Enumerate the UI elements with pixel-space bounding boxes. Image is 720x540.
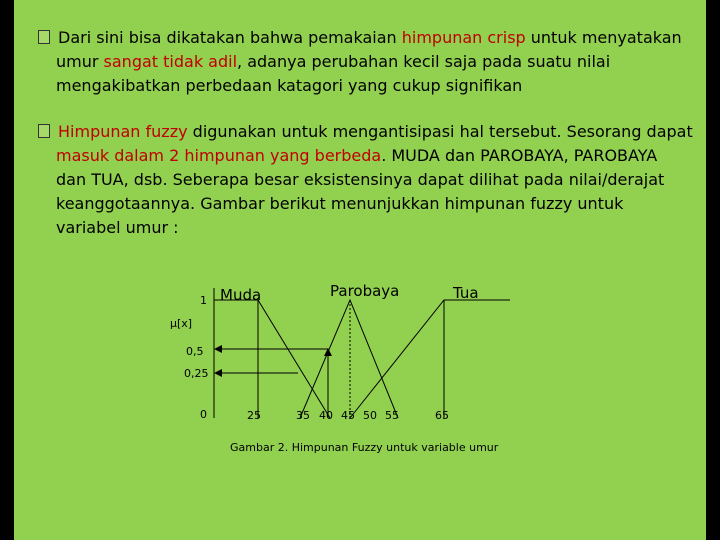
bullet2-line5: variabel umur : (56, 218, 179, 237)
diagram-caption: Gambar 2. Himpunan Fuzzy untuk variable umur (230, 441, 499, 454)
bullet2-line4: keanggotaannya. Gambar berikut menunjukkan himpunan fuzzy untuk (56, 194, 624, 213)
x-tick-50: 50 (363, 409, 377, 422)
x-tick-25: 25 (247, 409, 261, 422)
y-tick-025: 0,25 (184, 367, 209, 380)
bullet1-text-a: Dari sini bisa dikatakan bahwa pemakaian (58, 28, 402, 47)
bullet1-line3: mengakibatkan perbedaan katagori yang cukup signifikan (56, 76, 523, 95)
arrow-left-icon (214, 369, 222, 377)
bullet1-text-b: untuk menyatakan (525, 28, 682, 47)
y-tick-0: 0 (200, 408, 207, 421)
bullet2-text-a: digunakan untuk mengantisipasi hal tersebut. Sesorang dapat (187, 122, 693, 141)
arrow-left-icon (214, 345, 222, 353)
parobaya-curve (300, 300, 398, 418)
bullet2-highlight-fuzzy: Himpunan fuzzy (58, 122, 188, 141)
x-tick-35: 35 (296, 409, 310, 422)
set-label-parobaya: Parobaya (330, 282, 400, 300)
muda-curve (214, 300, 330, 418)
bullet2-highlight-2himpunan: masuk dalam 2 himpunan yang berbeda (56, 146, 382, 165)
set-label-tua: Tua (453, 284, 479, 302)
x-tick-45: 45 (341, 409, 355, 422)
set-label-muda: Muda (220, 286, 262, 304)
bullet2-line3: dan TUA, dsb. Seberapa besar eksistensinya dapat dilihat pada nilai/derajat (56, 170, 665, 189)
x-tick-55: 55 (385, 409, 399, 422)
y-tick-05: 0,5 (186, 345, 204, 358)
bullet1-highlight-adil: sangat tidak adil (103, 52, 238, 71)
y-axis-label: µ[x] (170, 317, 193, 330)
bullet1-highlight-crisp: himpunan crisp (401, 28, 526, 47)
bullet2-text-b: . MUDA dan PAROBAYA, PAROBAYA (381, 146, 658, 165)
y-tick-1: 1 (200, 294, 207, 307)
bullet1-line2-b: , adanya perubahan kecil saja pada suatu nilai (237, 52, 611, 71)
x-tick-40: 40 (319, 409, 333, 422)
x-tick-65: 65 (435, 409, 449, 422)
bullet1-line2-a: umur (56, 52, 104, 71)
